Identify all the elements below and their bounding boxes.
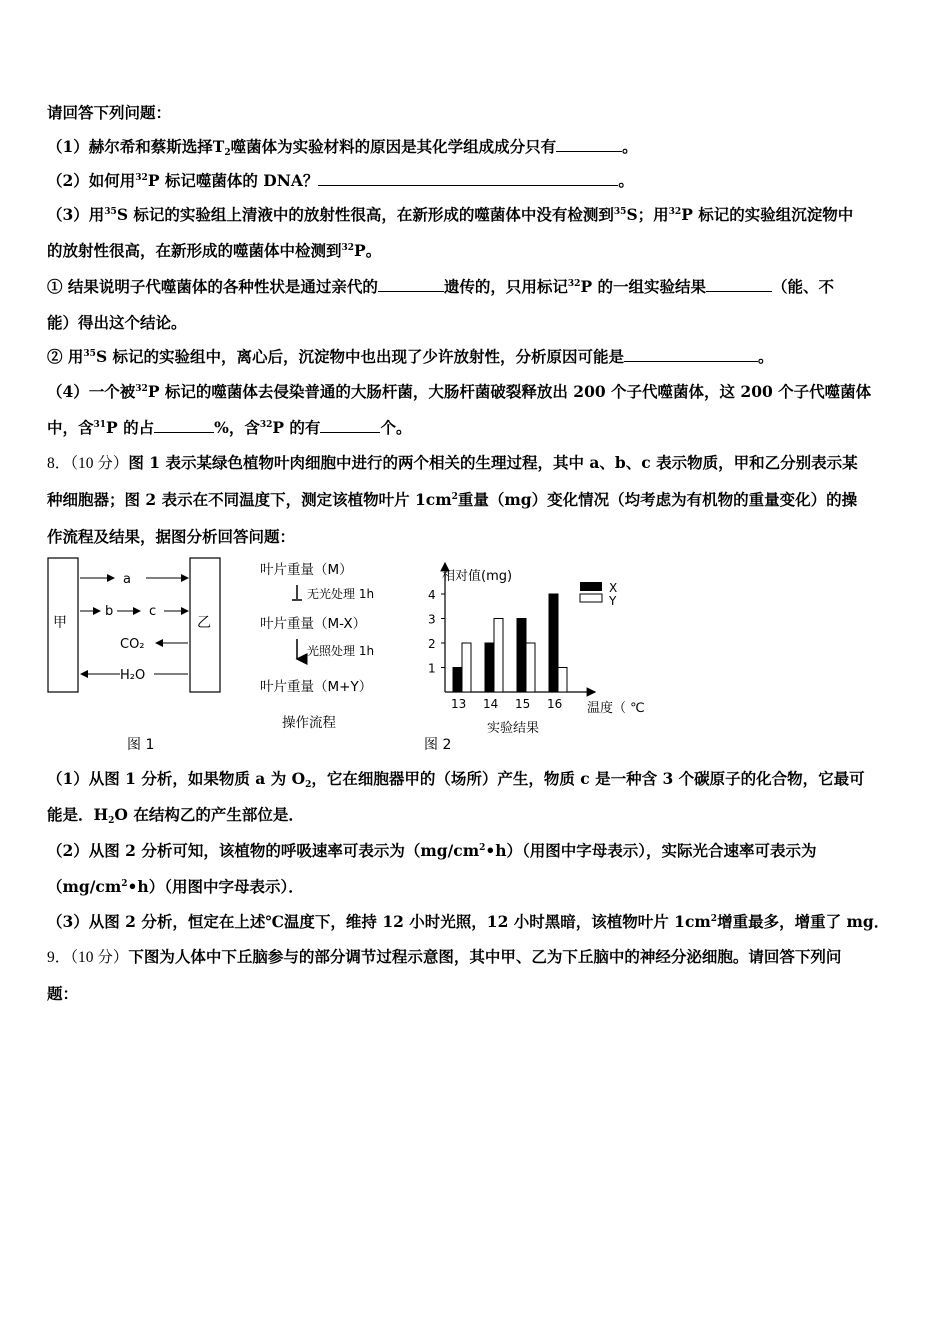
figure-1-diagram [40, 552, 240, 752]
experiment-result-chart [405, 555, 665, 740]
answer-blank[interactable] [706, 277, 772, 292]
chart-caption: 实验结果 [487, 721, 540, 736]
q8-stem-line1: 8．（10 分）图 1 表示某绿色植物叶肉细胞中进行的两个相关的生理过程，其中 a、b、c 表示物质，甲和乙分别表示某 [47, 453, 858, 472]
q7-part3-cont: 的放射性很高，在新形成的噬菌体中检测到$^{32}$P。 [47, 241, 382, 260]
organelle-jia-label: 甲 [53, 615, 67, 631]
bar-x-15 [517, 619, 526, 693]
y-axis-label: 相对值(mg) [442, 569, 513, 584]
bar-x-14 [485, 643, 494, 692]
bar-y-16 [558, 668, 567, 693]
flow-caption: 操作流程 [282, 715, 336, 731]
q9-stem-line2: 题： [47, 984, 79, 1003]
x-tick-label: 13 [451, 697, 467, 711]
answer-blank[interactable] [556, 137, 622, 152]
q9-stem-line1: 9．（10 分）下图为人体中下丘脑参与的部分调节过程示意图，其中甲、乙为下丘脑中的神经分泌细胞。请回答下列问 [47, 947, 842, 966]
flow-step-3: 叶片重量（M+Y） [260, 679, 373, 695]
x-axis-label: 温度（ ℃ [587, 701, 645, 716]
q8-part1-cont: 能是．$H_2O$ 在结构乙的产生部位是． [47, 805, 304, 826]
question-number: 8．（10 分） [47, 455, 129, 472]
legend-label-y: Y [609, 594, 617, 608]
flow-treatment-light: 光照处理 1h [307, 644, 375, 658]
bar-y-14 [494, 619, 503, 693]
x-tick-label: 15 [515, 697, 531, 711]
answer-blank[interactable] [624, 347, 758, 362]
figure-2-caption: 图 2 [424, 737, 452, 753]
legend-swatch-y [580, 594, 602, 602]
q8-stem-line2: 种细胞器；图 2 表示在不同温度下，测定该植物叶片 $1cm^2$重量（mg）变化情况（均考虑为有机物的重量变化）的操 [47, 490, 858, 509]
q7-part3: （3）用$^{35}$S 标记的实验组上清液中的放射性很高，在新形成的噬菌体中没有检测到$^{35}$S；用$^{32}$P 标记的实验组沉淀物中 [47, 205, 854, 224]
q7-part4: （4）一个被$^{32}$P 标记的噬菌体去侵染普通的大肠杆菌，大肠杆菌破裂释放出 200 个子代噬菌体，这 200 个子代噬菌体 [47, 382, 872, 401]
substance-a-label: a [123, 572, 131, 587]
q7-part3-1: ① 结果说明子代噬菌体的各种性状是通过亲代的 遗传的，只用标记$^{32}$P 的一组实验结果 （能、不 [47, 277, 835, 296]
answer-blank[interactable] [154, 418, 214, 433]
answer-blank[interactable] [318, 171, 618, 186]
co2-label: CO₂ [120, 637, 145, 652]
y-tick-label: 4 [428, 588, 436, 602]
flow-treatment-dark: 无光处理 1h [307, 587, 375, 601]
organelle-yi-label: 乙 [197, 615, 211, 631]
legend-label-x: X [609, 581, 618, 595]
bar-y-13 [462, 643, 471, 692]
q7-part3-2: ② 用$^{35}$S 标记的实验组中，离心后，沉淀物中也出现了少许放射性，分析原因可能是 。 [47, 347, 774, 366]
flow-step-1: 叶片重量（M） [260, 562, 353, 578]
y-tick-label: 3 [428, 612, 436, 627]
answer-blank[interactable] [378, 277, 444, 292]
substance-b-label: b [105, 604, 114, 619]
q7-part4-cont: 中，含$^{31}$P 的占 %，含$^{32}$P 的有 个。 [47, 418, 412, 437]
figure-1-caption: 图 1 [127, 737, 155, 753]
answer-blank[interactable] [320, 418, 380, 433]
substance-c-label: c [149, 604, 157, 619]
q7-part1: （1）赫尔希和蔡斯选择$T_2$噬菌体为实验材料的原因是其化学组成成分只有 。 [47, 137, 638, 158]
q8-part2-cont: $(mg/cm^2•h)$（用图中字母表示）． [47, 877, 304, 896]
x-tick-label: 14 [483, 697, 499, 711]
bar-x-13 [453, 668, 462, 693]
y-tick-label: 2 [428, 637, 436, 651]
bar-y-15 [526, 643, 535, 692]
legend-swatch-x [580, 582, 602, 591]
q7-part3-1-cont: 能）得出这个结论。 [47, 313, 187, 332]
intro-line: 请回答下列问题： [47, 103, 172, 122]
operation-flow-diagram [255, 555, 405, 740]
x-tick-label: 16 [547, 697, 563, 711]
q8-part3: （3）从图 2 分析，恒定在上述℃温度下，维持 12 小时光照，12 小时黑暗，该植物叶片 $1cm^2$增重最多，增重了 mg． [47, 912, 890, 931]
q8-stem-line3: 作流程及结果，据图分析回答问题： [47, 527, 296, 546]
h2o-label: H₂O [120, 668, 146, 683]
flow-step-2: 叶片重量（M-X） [260, 616, 367, 632]
q8-part1: （1）从图 1 分析，如果物质 a 为 $O_2$，它在细胞器甲的（场所）产生，物质 c 是一种含 3 个碳原子的化合物，它最可 [47, 769, 865, 790]
question-number: 9．（10 分） [47, 949, 129, 966]
q8-part2: （2）从图 2 分析可知，该植物的呼吸速率可表示为$(mg/cm^2•h)$（用图中字母表示），实际光合速率可表示为 [47, 841, 817, 860]
y-tick-label: 1 [428, 661, 436, 676]
q7-part2: （2）如何用$^{32}$P 标记噬菌体的 DNA？ 。 [47, 171, 634, 190]
bar-x-16 [549, 594, 558, 692]
